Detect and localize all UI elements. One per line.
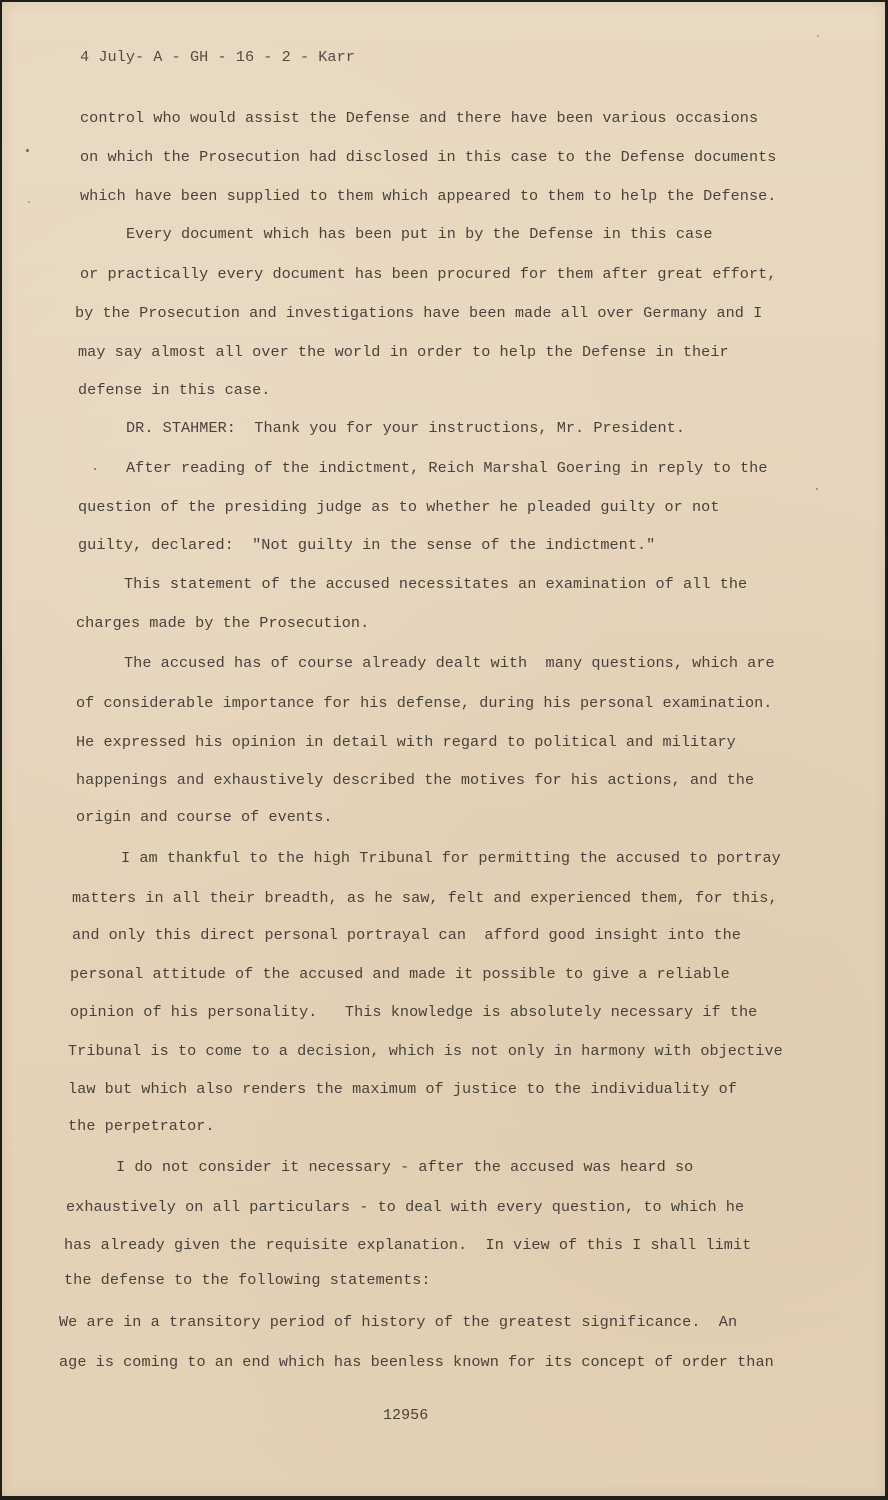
text-line: The accused has of course already dealt with many questions, which are xyxy=(124,654,775,672)
text-line: by the Prosecution and investigations have been made all over Germany and I xyxy=(75,304,763,322)
text-line: and only this direct personal portrayal can afford good insight into the xyxy=(72,926,741,944)
text-line: guilty, declared: "Not guilty in the sense of the indictment." xyxy=(78,536,656,554)
text-line: has already given the requisite explanation. In view of this I shall limit xyxy=(64,1236,752,1254)
page-header: 4 July- A - GH - 16 - 2 - Karr xyxy=(80,48,355,66)
text-line: on which the Prosecution had disclosed in this case to the Defense documents xyxy=(80,148,777,166)
paper-speck xyxy=(26,149,29,152)
text-line: law but which also renders the maximum of justice to the individuality of xyxy=(68,1080,737,1098)
text-line: control who would assist the Defense and there have been various occasions xyxy=(80,109,759,127)
text-line: may say almost all over the world in order to help the Defense in their xyxy=(78,343,729,361)
paper-speck xyxy=(94,468,96,470)
text-line: which have been supplied to them which appeared to them to help the Defense. xyxy=(80,187,777,205)
text-line: the defense to the following statements: xyxy=(64,1271,431,1289)
text-line: charges made by the Prosecution. xyxy=(76,614,370,632)
text-line: opinion of his personality. This knowledge is absolutely necessary if the xyxy=(70,1003,758,1021)
text-line: exhaustively on all particulars - to deal with every question, to which he xyxy=(66,1198,745,1216)
page-number: 12956 xyxy=(383,1407,429,1424)
text-line: Every document which has been put in by the Defense in this case xyxy=(126,225,713,243)
text-line: Tribunal is to come to a decision, which is not only in harmony with objective xyxy=(68,1042,783,1060)
paper-speck xyxy=(816,488,818,490)
text-line: After reading of the indictment, Reich Marshal Goering in reply to the xyxy=(126,459,768,477)
text-line: question of the presiding judge as to whether he pleaded guilty or not xyxy=(78,498,720,516)
text-line: personal attitude of the accused and made it possible to give a reliable xyxy=(70,965,730,983)
text-line: age is coming to an end which has beenless known for its concept of order than xyxy=(59,1353,774,1371)
text-line: This statement of the accused necessitates an examination of all the xyxy=(124,575,748,593)
text-line: I do not consider it necessary - after the accused was heard so xyxy=(116,1158,694,1176)
text-line: defense in this case. xyxy=(78,381,271,399)
text-line: DR. STAHMER: Thank you for your instructions, Mr. President. xyxy=(126,419,686,437)
text-line: the perpetrator. xyxy=(68,1117,215,1135)
document-page xyxy=(2,2,885,1496)
text-line: happenings and exhaustively described the motives for his actions, and the xyxy=(76,771,755,789)
text-line: He expressed his opinion in detail with regard to political and military xyxy=(76,733,736,751)
paper-speck xyxy=(817,35,819,37)
paper-speck xyxy=(28,201,30,203)
text-line: matters in all their breadth, as he saw, felt and experienced them, for this, xyxy=(72,889,778,907)
text-line: or practically every document has been procured for them after great effort, xyxy=(80,265,777,283)
text-line: of considerable importance for his defense, during his personal examination. xyxy=(76,694,773,712)
text-line: origin and course of events. xyxy=(76,808,333,826)
text-line: We are in a transitory period of history of the greatest significance. An xyxy=(59,1313,738,1331)
text-line: I am thankful to the high Tribunal for permitting the accused to portray xyxy=(121,849,781,867)
